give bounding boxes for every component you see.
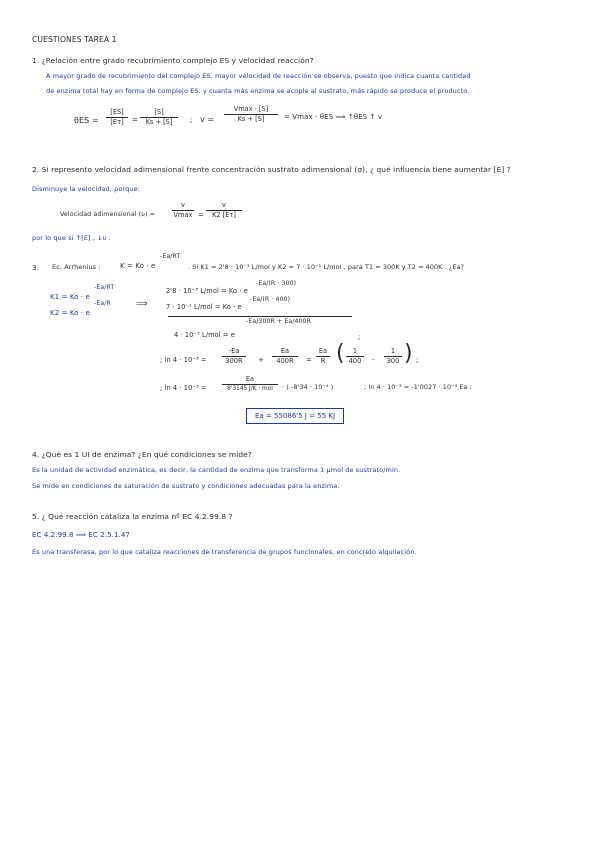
- equals-sign: =: [306, 356, 312, 364]
- q1-answer-line-2: de enzima total hay en forma de complejo ES, y cuanta más enzima se acople al sustrato, más rápido se produce el producto.: [46, 87, 470, 95]
- equals-sign: =: [198, 211, 204, 219]
- frac-den: Ks + [S]: [145, 118, 173, 126]
- q2-answer-line-1: Disminuye la velocidad, porque:: [32, 185, 140, 193]
- frac-den: Ks + [S]: [237, 115, 265, 123]
- q3-ln-b-tail: · ( -8'34 · 10⁻⁴ ): [282, 383, 334, 391]
- frac-num: v: [181, 201, 185, 209]
- q2-frac-v-vmax: [172, 201, 194, 220]
- q3-arrhenius-exp: -Ea/RT: [160, 253, 181, 260]
- q3-ln-c: ; ln 4 · 10⁻³ = -1'0027 · 10⁻⁴ Ea ;: [364, 383, 472, 391]
- q1-frac-vmax: [224, 105, 278, 124]
- plus-sign: +: [258, 356, 264, 364]
- q3-k1-exp: -Ea/RT: [94, 284, 115, 291]
- q3-frac-1-300: [384, 347, 402, 366]
- page-title: CUESTIONES TAREA 1: [32, 35, 117, 44]
- q3-semicolon-2: ;: [416, 356, 419, 364]
- frac-den: 400: [348, 357, 362, 365]
- q1-answer-line-1: A mayor grado de recubrimiento del complejo ES, mayor velocidad de reacción se observa, puesto que indica cuanta cantidad: [46, 72, 471, 80]
- q3-frac-ea-r: [316, 347, 330, 366]
- q3-k2-exp: -Ea/R: [94, 300, 111, 307]
- q3-step3-exp: -Ea/300R + Ea/400R: [246, 318, 311, 325]
- q3-label: Ec. Arrhenius :: [52, 263, 101, 271]
- frac-num: [ES]: [110, 108, 124, 116]
- open-paren: (: [336, 341, 345, 366]
- frac-den: [Eτ]: [110, 118, 124, 126]
- theta-symbol: θES =: [74, 116, 99, 125]
- q2-question: 2. Si represento velocidad adimensional frente concentración sustrato adimensional (σ), ¿ qué influencia tiene aumentar [E] ?: [32, 165, 511, 174]
- q3-step3: 4 · 10⁻³ L/mol = e: [174, 331, 235, 339]
- frac-num: 1: [352, 347, 358, 355]
- frac-den: 300R: [225, 357, 243, 365]
- q3-division-line: [168, 316, 352, 317]
- q3-ln-b: ; ln 4 · 10⁻³ =: [160, 384, 207, 392]
- q3-frac-1-400: [346, 347, 364, 366]
- frac-num: 1: [390, 347, 396, 355]
- frac-den: 400R: [276, 357, 294, 365]
- q4-answer-line-1: Es la unidad de actividad enzimática, es decir, la cantidad de enzima que transforma 1 µmol de sustrato/min.: [32, 466, 401, 474]
- q4-question: 4. ¿Qué es 1 UI de enzima? ¿En qué condiciones se mide?: [32, 450, 252, 459]
- q1-frac-es-et: [106, 108, 128, 127]
- q3-step1: 2'8 · 10⁻³ L/mol = Ko · e: [166, 287, 248, 295]
- frac-num: Ea: [280, 347, 290, 355]
- q3-number: 3.: [32, 263, 40, 272]
- q3-step2: 7 · 10⁻¹ L/mol = Ko · e: [166, 303, 242, 311]
- v-equals: v =: [200, 115, 215, 124]
- q5-answer: Es una transferasa, por lo que cataliza reacciones de transferencia de grupos funcionales, en concreto alquilación.: [32, 548, 417, 556]
- frac-num: v: [222, 201, 226, 209]
- separator: ;: [190, 116, 193, 124]
- frac-den: R: [320, 357, 326, 365]
- q2-frac-v-k2: [206, 201, 242, 220]
- q5-question: 5. ¿ Qué reacción cataliza la enzima nº EC 4.2.99.8 ?: [32, 512, 233, 521]
- q3-semicolon: ;: [358, 333, 361, 341]
- close-paren: ): [404, 341, 413, 366]
- equals-sign: =: [132, 116, 138, 124]
- q3-ln-a: ; ln 4 · 10⁻³ =: [160, 356, 207, 364]
- q3-k1: K1 = Ko · e: [50, 293, 90, 301]
- frac-den: 300: [386, 357, 400, 365]
- q3-k2: K2 = Ko · e: [50, 309, 90, 317]
- q3-step2-exp: -Ea/(R · 400): [250, 296, 291, 303]
- q3-frac-ea-400r: [272, 347, 298, 366]
- q3-frac-ea-rval: [222, 375, 278, 394]
- q3-arrow: ⟹: [136, 299, 148, 308]
- q3-arrhenius: K = Ko · e: [120, 262, 156, 270]
- q1-tail: = Vmax · θES ⟹ ↑θES ↑ v: [284, 113, 383, 121]
- q2-label: Velocidad adimensional (υ) =: [60, 211, 156, 218]
- q3-result-box: Ea = 55086'5 J = 55 KJ: [246, 408, 344, 424]
- frac-num: Vmax · [S]: [233, 105, 269, 113]
- frac-den: Vmax: [173, 211, 193, 219]
- frac-num: Ea: [245, 375, 255, 383]
- frac-num: -Ea: [228, 347, 240, 355]
- q1-question: 1. ¿Relación entre grado recubrimiento complejo ES y velocidad reacción?: [32, 56, 314, 65]
- q5-line-1: EC 4.2.99.8 ⟹ EC 2.5.1.47: [32, 531, 130, 539]
- q3-step1-exp: -Ea/(R · 300): [256, 280, 297, 287]
- q3-frac-ea-300r: [222, 347, 246, 366]
- frac-num: [S]: [154, 108, 164, 116]
- q2-conclusion: por lo que si ↑[E] , ↓υ .: [32, 234, 111, 242]
- frac-num: Ea: [318, 347, 328, 355]
- q3-given: . Si K1 = 2'8 · 10⁻³ L/mol y K2 = 7 · 10⁻¹ L/mol , para T1 = 300K y T2 = 400K . ¿Ea?: [188, 263, 464, 271]
- minus-sign: -: [372, 356, 375, 364]
- q4-answer-line-2: Se mide en condiciones de saturación de sustrato y condiciones adecuadas para la enzima.: [32, 482, 340, 490]
- q1-frac-s-ks: [140, 108, 178, 127]
- frac-den: 8'3145 J/K · mol: [227, 386, 273, 392]
- frac-den: K2 [Eτ]: [212, 211, 236, 219]
